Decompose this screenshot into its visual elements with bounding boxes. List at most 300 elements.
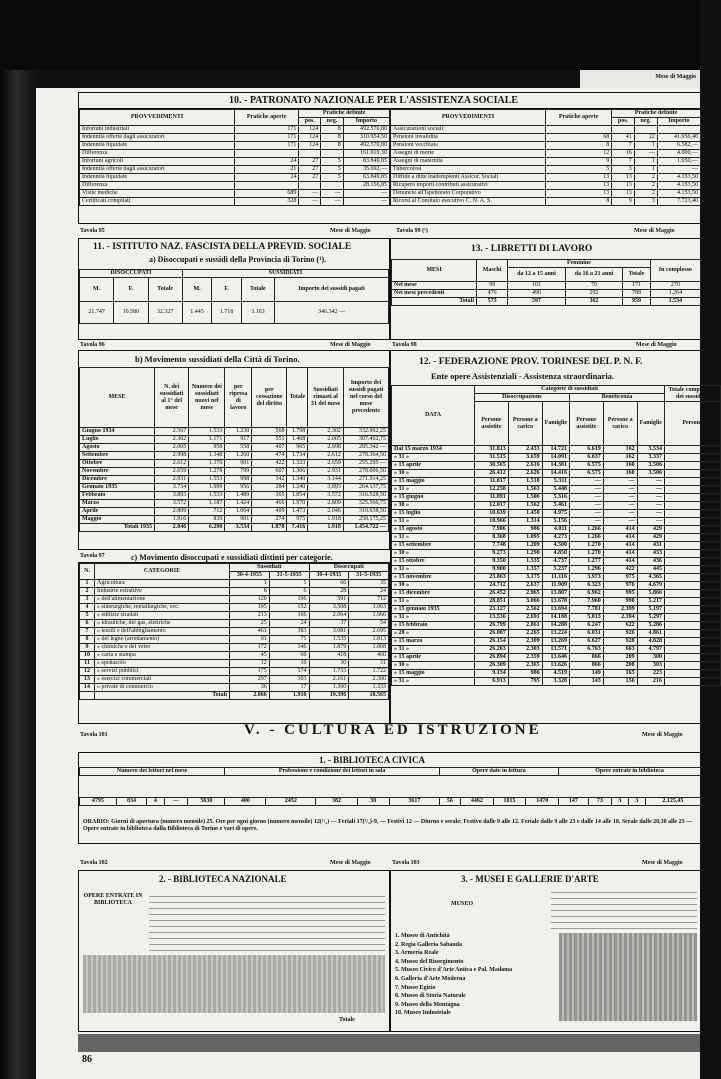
s12-cell: 1.357 (508, 566, 542, 574)
s11b-cell: 2.809 (308, 500, 344, 508)
s13-tot-4: 1.534 (650, 298, 700, 306)
s11b-cell: 271.914,25 (343, 476, 388, 484)
table-row (391, 182, 701, 190)
s11b-cell: 307.462,75 (343, 436, 388, 444)
s12-cell: 149 (569, 670, 603, 678)
s12-cell: 2.303 (508, 646, 542, 654)
s11b-cell: 3.572 (308, 492, 344, 500)
s11c-tot-0: 2.066 (230, 692, 270, 700)
s12-cell: 14.721 (542, 446, 569, 454)
section-13-frame (390, 238, 702, 340)
s11c-cell: 1.068 (349, 644, 389, 652)
s11c-tot-2: 19.396 (309, 692, 349, 700)
s12-cell: 13.579 (664, 502, 720, 510)
s10-right-neg: 22 (634, 134, 657, 142)
s12-cell: 13.536 (475, 614, 509, 622)
s11b-cell: 1.424 (225, 500, 252, 508)
s13-row-label: Nel mese (392, 282, 477, 290)
section-11b-table (79, 367, 389, 532)
s11b-cell: 2.998 (308, 444, 344, 452)
table-row (392, 502, 721, 510)
s11c-cell: 25 (230, 620, 270, 628)
s12-cell: — (637, 494, 664, 502)
s12-cell: — (603, 510, 637, 518)
col-importo-sussidi: Importo dei sussidi pagati (274, 278, 388, 302)
s11b-cell: 2.005 (155, 444, 189, 452)
s10-right-aperte: 13 (546, 182, 612, 190)
col-16-21: da 16 a 21 anni (565, 268, 623, 282)
tavola-102: Tavola 102 (80, 860, 108, 866)
s10-right-importo: 4.000,— (657, 150, 700, 158)
s12-cell: 1.266 (569, 526, 603, 534)
s12-cell: — (569, 510, 603, 518)
s12-cell: — (603, 494, 637, 502)
s13-cell: 292 (565, 290, 623, 298)
section-10-title: 10. - PATRONATO NAZIONALE PER L'ASSISTENZA SOCIALE (229, 95, 519, 106)
col-pratiche-aperte-r: Pratiche aperte (546, 110, 612, 126)
s11b-month: Maggio (80, 516, 155, 524)
s12-cell: 13.626 (542, 662, 569, 670)
s12-cell: 208 (603, 662, 637, 670)
s12-cell: 14.188 (542, 614, 569, 622)
s10-left-neg: 5 (321, 174, 343, 182)
table-row (80, 198, 390, 206)
s11c-cell: 146 (269, 644, 309, 652)
s12-cell: 5.311 (542, 478, 569, 486)
footnote-band (78, 1034, 700, 1052)
s12-cell: 6.323 (569, 582, 603, 590)
s10-right-label: Assicurazioni sociali: (391, 126, 546, 134)
table-row (391, 126, 701, 134)
s12-cell: 866 (569, 654, 603, 662)
table-row (80, 588, 389, 596)
biblioteca-civica-frame (78, 752, 702, 844)
s10-right-importo: 4.153,50 (657, 190, 700, 198)
s11b-cell: 3.734 (155, 484, 189, 492)
table-row (392, 534, 721, 542)
s11c-num: 6 (80, 620, 95, 628)
s12-cell: 2.433 (508, 446, 542, 454)
s12-cell: 1.266 (569, 534, 603, 542)
s12-cell: 3.328 (542, 678, 569, 686)
s11c-tot-3: 18.565 (349, 692, 389, 700)
section-11c-title: c) Movimento disoccupati e sussidiati distinti per categorie. (131, 553, 333, 562)
table-row (80, 620, 389, 628)
s12-cell: 5.461 (542, 502, 569, 510)
s10-right-importo: — (657, 166, 700, 174)
table-row (80, 508, 389, 516)
val-importo: 346.342 — (274, 302, 388, 324)
col-pratiche-definite: Pratiche definite (299, 110, 390, 118)
val-f: 10.580 (114, 302, 148, 324)
col-beneficenza: Beneficenza (569, 394, 664, 402)
s12-cell: 9.350 (475, 558, 509, 566)
musei-title: 3. - MUSEI E GALLERIE D'ARTE (461, 874, 599, 884)
table-row (392, 542, 721, 550)
val-f2: 1.718 (212, 302, 241, 324)
museo-row: 5. Museo Civico d'Arte Antica e Pal. Madama (395, 967, 513, 974)
s10-left-importo: — (343, 198, 389, 206)
tavola-99: Tavola 99 (¹) (396, 228, 428, 234)
col-s12-4: Persone a carico (603, 402, 637, 446)
s11b-cell: 2.046 (308, 508, 344, 516)
s12-cell: 28.851 (475, 598, 509, 606)
b1-h-3: Opere entrate in biblioteca (559, 768, 701, 776)
mese-102: Mese di Maggio (330, 860, 371, 866)
s13-cell: 99 (477, 282, 508, 290)
s13-tot-3: 959 (623, 298, 650, 306)
s11c-category: » del legno (arredamento) (95, 636, 230, 644)
s11c-category: Agricoltura (95, 580, 230, 588)
s11c-cell: 28 (309, 588, 349, 596)
s12-cell: 4.861 (637, 630, 664, 638)
col-s12-0: Persone assistite (475, 402, 509, 446)
tavola-97: Tavola 97 (80, 553, 105, 559)
s12-cell: 6.962 (569, 590, 603, 598)
s12-cell: 27.712 (664, 654, 720, 662)
s13-cell: 171 (623, 282, 650, 290)
s11c-cell: 1 (269, 580, 309, 588)
s10-right-aperte: 9 (546, 158, 612, 166)
s12-cell: 11.116 (542, 574, 569, 582)
section-11a-frame (78, 238, 390, 340)
s11c-cell: 66 (309, 580, 349, 588)
s10-right-pos: 13 (612, 174, 635, 182)
s11b-cell: 1.468 (287, 436, 308, 444)
s10-right-aperte: 12 (546, 150, 612, 158)
s11b-cell: 2.931 (155, 476, 189, 484)
s11b-month: Novembre (80, 468, 155, 476)
s11b-cell: 2.998 (155, 452, 189, 460)
s12-cell: 3.066 (508, 598, 542, 606)
s12-cell: 3.506 (637, 470, 664, 478)
s11c-cell: 1.360 (309, 684, 349, 692)
s11b-month: Aprile (80, 508, 155, 516)
s10-left-aperte: 24 (235, 158, 299, 166)
s11b-cell: 2.809 (155, 508, 189, 516)
s10-right-pos: 41 (612, 134, 635, 142)
s12-cell: 14.288 (542, 622, 569, 630)
mese-98: Mese di Maggio (636, 342, 677, 348)
s10-left-pos: — (299, 190, 321, 198)
s10-left-pos: 124 (299, 134, 321, 142)
s10-left-importo: 492.570,80 (343, 126, 389, 134)
s12-cell: 1.270 (569, 550, 603, 558)
table-row (80, 436, 389, 444)
col-b-0: N. dei sussidiati al 1° del mese (155, 368, 189, 428)
biblioteca-nazionale-frame (78, 870, 390, 1032)
table-row (80, 612, 389, 620)
s11b-cell: 1.553 (189, 476, 225, 484)
s10-right-neg: 1 (634, 142, 657, 150)
s12-cell: 2.399 (603, 606, 637, 614)
s13-cell: 1.264 (650, 290, 700, 298)
s10-left-aperte: 171 (235, 142, 299, 150)
s11c-tot-1: 1.910 (269, 692, 309, 700)
s10-left-pos: 124 (299, 142, 321, 150)
s12-cell: 165 (603, 670, 637, 678)
b1-value: 5630 (188, 798, 225, 806)
table-row (80, 126, 390, 134)
s12-cell: 12.136 (664, 558, 720, 566)
col-data: DATA (392, 386, 475, 446)
s11c-cell: 1.333 (349, 684, 389, 692)
s11b-cell: 1.916 (155, 516, 189, 524)
musei-frame (390, 870, 702, 1032)
s10-right-pos: 13 (612, 190, 635, 198)
s12-cell: 10.661 (664, 542, 720, 550)
s11b-cell: 998 (225, 476, 252, 484)
table-row (80, 660, 389, 668)
s12-cell: 414 (603, 542, 637, 550)
table-row (392, 662, 721, 670)
s12-cell: 663 (603, 646, 637, 654)
col-b-3: per cessazione del diritto (252, 368, 287, 428)
table-row (392, 566, 721, 574)
s12-cell: 13.395 (664, 494, 720, 502)
table-row (391, 150, 701, 158)
col-disoccupazione: Disoccupazione (475, 394, 570, 402)
b1-value: 38 (357, 798, 389, 806)
section-11b-title: b) Movimento sussidiati della Città di Torino. (135, 354, 300, 364)
s12-cell: 5.448 (542, 486, 569, 494)
s10-left-aperte: 171 (235, 134, 299, 142)
s12-cell: 414 (603, 558, 637, 566)
s11c-cell: 1 (230, 580, 270, 588)
b1-h-2: Opere date in lettura (439, 768, 558, 776)
s10-right-label: Assegni di morte (391, 150, 546, 158)
s12-cell: 143 (569, 678, 603, 686)
s12-cell: 1.335 (508, 558, 542, 566)
s11b-tot-0: 2.046 (155, 524, 189, 532)
s10-right-label: Pensioni vecchiaia (391, 142, 546, 150)
s11c-cell: 24 (349, 588, 389, 596)
s11b-month: Dicembre (80, 476, 155, 484)
s10-left-label: Infortuni industriali (80, 126, 235, 134)
s13-tot-1: 597 (508, 298, 566, 306)
s10-right-pos: 7 (612, 142, 635, 150)
s10-left-pos (299, 182, 321, 190)
s12-cell: 13.821 (664, 486, 720, 494)
s11b-cell: 3.893 (308, 484, 344, 492)
s12-cell: 5.866 (637, 590, 664, 598)
s12-cell: 10.639 (475, 510, 509, 518)
s12-date: » 15 gennaio 1935 (392, 606, 475, 614)
s12-cell: 223 (637, 670, 664, 678)
table-row (391, 166, 701, 174)
s11c-category: » siderurgiche, metallurgiche, ecc. (95, 604, 230, 612)
s11b-cell: 422 (252, 460, 287, 468)
s11b-cell: 2.005 (308, 436, 344, 444)
col-f: F. (114, 278, 148, 302)
col-date-0: 30-4-1935 (230, 572, 270, 580)
s12-cell: 5.316 (542, 494, 569, 502)
col-b-6: Importo dei sussidi pagati nel corso del mese precedente (343, 368, 388, 428)
col-femmine: Femmine (508, 260, 651, 268)
s12-cell: 866 (569, 662, 603, 670)
s12-date: » 31 » (392, 598, 475, 606)
s10-right-neg (634, 126, 657, 134)
s12-cell: 3.506 (637, 462, 664, 470)
s12-cell: — (603, 478, 637, 486)
s12-date: » 31 » (392, 646, 475, 654)
col-importo-r: Importo (657, 118, 700, 126)
s12-cell: 3.175 (508, 574, 542, 582)
s11b-cell: 3.572 (155, 500, 189, 508)
s12-date: » 30 » (392, 550, 475, 558)
s10-right-label: Ricupero importi contributi assicurativi (391, 182, 546, 190)
s11c-cell: 24 (269, 620, 309, 628)
s12-cell: 9.900 (475, 566, 509, 574)
s11b-cell: 1.240 (287, 484, 308, 492)
s10-right-neg: 1 (634, 166, 657, 174)
s11b-cell: 3.893 (155, 492, 189, 500)
s11c-cell: 297 (230, 676, 270, 684)
table-row (80, 150, 390, 158)
col-totale-compl: Totale complessivo dei sussidiati (664, 386, 720, 402)
table-row (80, 668, 389, 676)
s11c-category: Industrie estrattive (95, 588, 230, 596)
s11b-cell: 568 (252, 428, 287, 436)
s11b-totali-label: Totali 1935 (80, 524, 155, 532)
s12-cell: 209 (603, 654, 637, 662)
col-f2: F. (212, 278, 241, 302)
s11c-cell: 1.535 (309, 636, 349, 644)
s12-date: » 15 novembre (392, 574, 475, 582)
s12-cell: 13.269 (542, 638, 569, 646)
s10-right-aperte: 68 (546, 134, 612, 142)
col-b-2: per ripresa di lavoro (225, 368, 252, 428)
s10-left-neg (321, 150, 343, 158)
s11b-cell: 342 (252, 476, 287, 484)
table-row (80, 484, 389, 492)
s12-cell: — (603, 502, 637, 510)
s12-cell: 12.267 (664, 550, 720, 558)
s10-left-neg: 8 (321, 134, 343, 142)
s10-right-aperte (546, 126, 612, 134)
table-row (80, 500, 389, 508)
table-row (392, 454, 721, 462)
s11c-category: » tessili e dell'abbigliamento (95, 628, 230, 636)
s12-cell: — (637, 478, 664, 486)
s11c-cell: 174 (269, 668, 309, 676)
s12-date: » 31 » (392, 486, 475, 494)
s10-right-neg: 1 (634, 158, 657, 166)
s12-cell: 2.265 (508, 630, 542, 638)
s13-cell: 270 (650, 282, 700, 290)
s12-cell: 162 (603, 454, 637, 462)
s12-cell: 3.973 (569, 574, 603, 582)
col-sussidiati: Sussidiati (230, 564, 310, 572)
s11c-cell: 45 (230, 652, 270, 660)
s12-cell: — (603, 518, 637, 526)
s10-right-pos: 16 (612, 150, 635, 158)
s11c-cell: 3.508 (309, 604, 349, 612)
s10-left-pos (299, 150, 321, 158)
s12-cell: 23.127 (475, 606, 509, 614)
s12-cell: 13.807 (542, 590, 569, 598)
col-mese: MESE (80, 368, 155, 428)
s10-left-label: Indennità offerte dagli assicuratori (80, 134, 235, 142)
s11c-cell: 1.722 (349, 668, 389, 676)
mese-96: Mese di Maggio (330, 342, 371, 348)
s12-cell: 6.575 (569, 470, 603, 478)
s10-right-neg: 2 (634, 190, 657, 198)
s12-cell: 6.627 (569, 638, 603, 646)
mese-99: Mese di Maggio (634, 228, 675, 234)
header-scan-noise (149, 891, 385, 951)
col-date-3: 31-5-1935 (349, 572, 389, 580)
tavola-98: Tavola 98 (392, 342, 417, 348)
s12-cell: 986 (508, 670, 542, 678)
b1-value: 3 (628, 798, 645, 806)
s12-cell: 926 (603, 630, 637, 638)
s10-left-importo: 35.692,— (343, 166, 389, 174)
s11b-month: Ottobre (80, 460, 155, 468)
s11c-cell: 8 (230, 588, 270, 596)
s10-right-neg: 3 (634, 198, 657, 206)
s11c-cell: 54 (349, 620, 389, 628)
musei-header-noise (551, 887, 697, 929)
s12-cell: 5.197 (637, 606, 664, 614)
s12-cell: 10.816 (664, 670, 720, 678)
table-row (391, 142, 701, 150)
s12-cell: 1.314 (508, 518, 542, 526)
s11c-cell: 418 (309, 652, 349, 660)
s10-right-neg: — (634, 150, 657, 158)
s12-cell: 303 (637, 662, 664, 670)
s12-cell: 4.797 (637, 646, 664, 654)
tavola-103: Tavola 103 (392, 860, 420, 866)
s11c-category: » carta e stampa (95, 652, 230, 660)
b1-value: 3617 (389, 798, 439, 806)
s11c-cell: 196 (269, 596, 309, 604)
s11b-cell: 956 (225, 484, 252, 492)
s10-left-neg: — (321, 198, 343, 206)
s10-left-importo: 28.156,85 (343, 182, 389, 190)
s10-right-pos (612, 126, 635, 134)
b1-value: 4462 (460, 798, 493, 806)
s11c-cell: 2.064 (309, 612, 349, 620)
s11c-cell: 6 (269, 588, 309, 596)
s12-cell: 9.273 (475, 550, 509, 558)
s12-date: » 31 » (392, 566, 475, 574)
s12-cell: 6.763 (569, 646, 603, 654)
s11c-category: » edilizie stradali (95, 612, 230, 620)
s10-left-aperte: 328 (235, 198, 299, 206)
col-12-15: da 12 a 15 anni (508, 268, 566, 282)
table-row (392, 598, 721, 606)
s11b-cell: 1.187 (189, 500, 225, 508)
s11c-category: » chimiche e del vetro (95, 644, 230, 652)
s10-left-label: Differenza (80, 150, 235, 158)
s11c-cell: 3.081 (309, 628, 349, 636)
section-13-table (391, 259, 701, 306)
s12-cell: 37.754 (664, 590, 720, 598)
section-10-right-table (390, 109, 701, 206)
s12-cell: 414 (603, 526, 637, 534)
table-row (392, 614, 721, 622)
s12-cell: 4.975 (542, 510, 569, 518)
s12-cell: 436 (637, 558, 664, 566)
s11c-cell: 17 (269, 684, 309, 692)
s12-cell: 14.416 (542, 470, 569, 478)
s12-cell: 4.011 (542, 526, 569, 534)
s10-right-aperte: 5 (546, 166, 612, 174)
s12-cell: 38.553 (664, 470, 720, 478)
s12-date: » 15 settembre (392, 542, 475, 550)
tavola-96: Tavola 96 (80, 342, 105, 348)
